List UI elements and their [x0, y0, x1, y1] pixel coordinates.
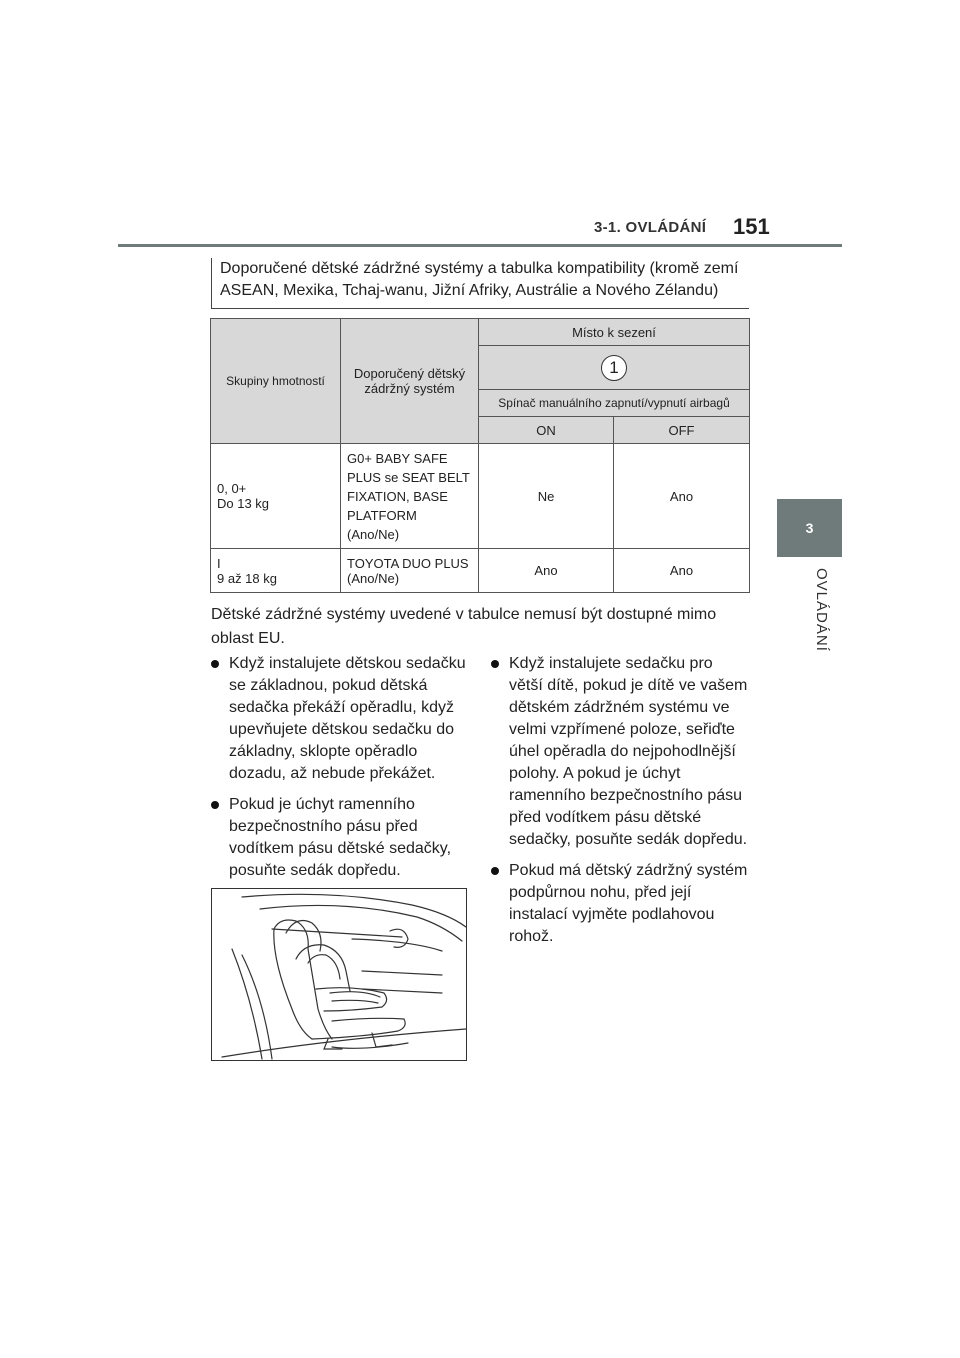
weight-group-label: I — [217, 555, 221, 571]
bullet-text: Pokud má dětský zádržný systém podpůrnou nohu, před její instalací vyjměte podlahovou rohož. — [509, 862, 748, 945]
bullet-text: Když instalujete dětskou sedačku se základnou, pokud dětská sedačka překáží opěradlu, když upevňujete dětskou sedačku do základny, sklopte opěradlo dozadu, až nebude překážet. — [229, 655, 466, 782]
compatibility-table — [210, 318, 750, 593]
header-airbag-switch: Spínač manuálního zapnutí/vypnutí airbagů — [479, 390, 750, 417]
table-intro: Doporučené dětské zádržné systémy a tabulka kompatibility (kromě zemí ASEAN, Mexika, Tchaj-wanu, Jižní Afriky, Austrálie a Nového Zélandu) — [211, 258, 749, 309]
list-item — [491, 860, 749, 948]
airbag-on-value: Ne — [479, 444, 614, 549]
page-number: 151 — [733, 214, 770, 239]
bullet-icon — [491, 660, 499, 668]
car-seat-drawing — [212, 889, 466, 1060]
chapter-label: OVLÁDÁNÍ — [813, 568, 830, 652]
header-weight-groups: Skupiny hmotností — [211, 319, 341, 444]
airbag-off-value: Ano — [614, 444, 750, 549]
header-recommended-system: Doporučený dětský zádržný systém — [341, 319, 479, 444]
right-column — [491, 653, 749, 957]
bullet-text: Pokud je úchyt ramenního bezpečnostního pásu před vodítkem pásu dětské sedačky, posuňte sedák dopředu. — [229, 796, 452, 879]
chapter-tab — [777, 499, 842, 557]
list-item — [491, 653, 749, 851]
chapter-number: 3 — [805, 520, 814, 536]
airbag-off-value: Ano — [614, 549, 750, 593]
table-row — [211, 444, 750, 549]
weight-range-label: 9 až 18 kg — [217, 570, 277, 586]
availability-note: Dětské zádržné systémy uvedené v tabulce nemusí být dostupné mimo oblast EU. — [211, 606, 717, 647]
system-cell: TOYOTA DUO PLUS (Ano/Ne) — [341, 549, 479, 593]
section-title: 3-1. OVLÁDÁNÍ — [594, 219, 707, 236]
weight-group-cell — [211, 549, 341, 593]
bullet-icon — [491, 867, 499, 875]
header-divider — [118, 244, 842, 247]
bullet-text: Když instalujete sedačku pro větší dítě, pokud je dítě ve vašem dětském zádržném systému ve velmi vzpřímené poloze, seřiďte úhel opěradla do nejpohodlnější polohy. A pokud je úchyt ramenního bezpečnostního pásu před vodítkem pásu dětské sedačky, posuňte sedák dopředu. — [509, 655, 748, 848]
header-seat-position: Místo k sezení — [479, 319, 750, 346]
table-row — [211, 549, 750, 593]
bullet-icon — [211, 801, 219, 809]
list-item — [211, 794, 466, 882]
header-off: OFF — [614, 417, 750, 444]
bullet-icon — [211, 660, 219, 668]
child-seat-illustration — [211, 888, 467, 1061]
system-cell: G0+ BABY SAFE PLUS se SEAT BELT FIXATION, BASE PLATFORM (Ano/Ne) — [341, 444, 479, 549]
airbag-on-value: Ano — [479, 549, 614, 593]
header-on: ON — [479, 417, 614, 444]
weight-group-label: 0, 0+ — [217, 481, 247, 496]
left-column — [211, 653, 466, 891]
weight-range-label: Do 13 kg — [217, 496, 270, 511]
list-item — [211, 653, 466, 785]
seat-number-circle: 1 — [601, 355, 627, 381]
header-seat-number-cell — [479, 346, 750, 390]
weight-group-cell — [211, 444, 341, 549]
